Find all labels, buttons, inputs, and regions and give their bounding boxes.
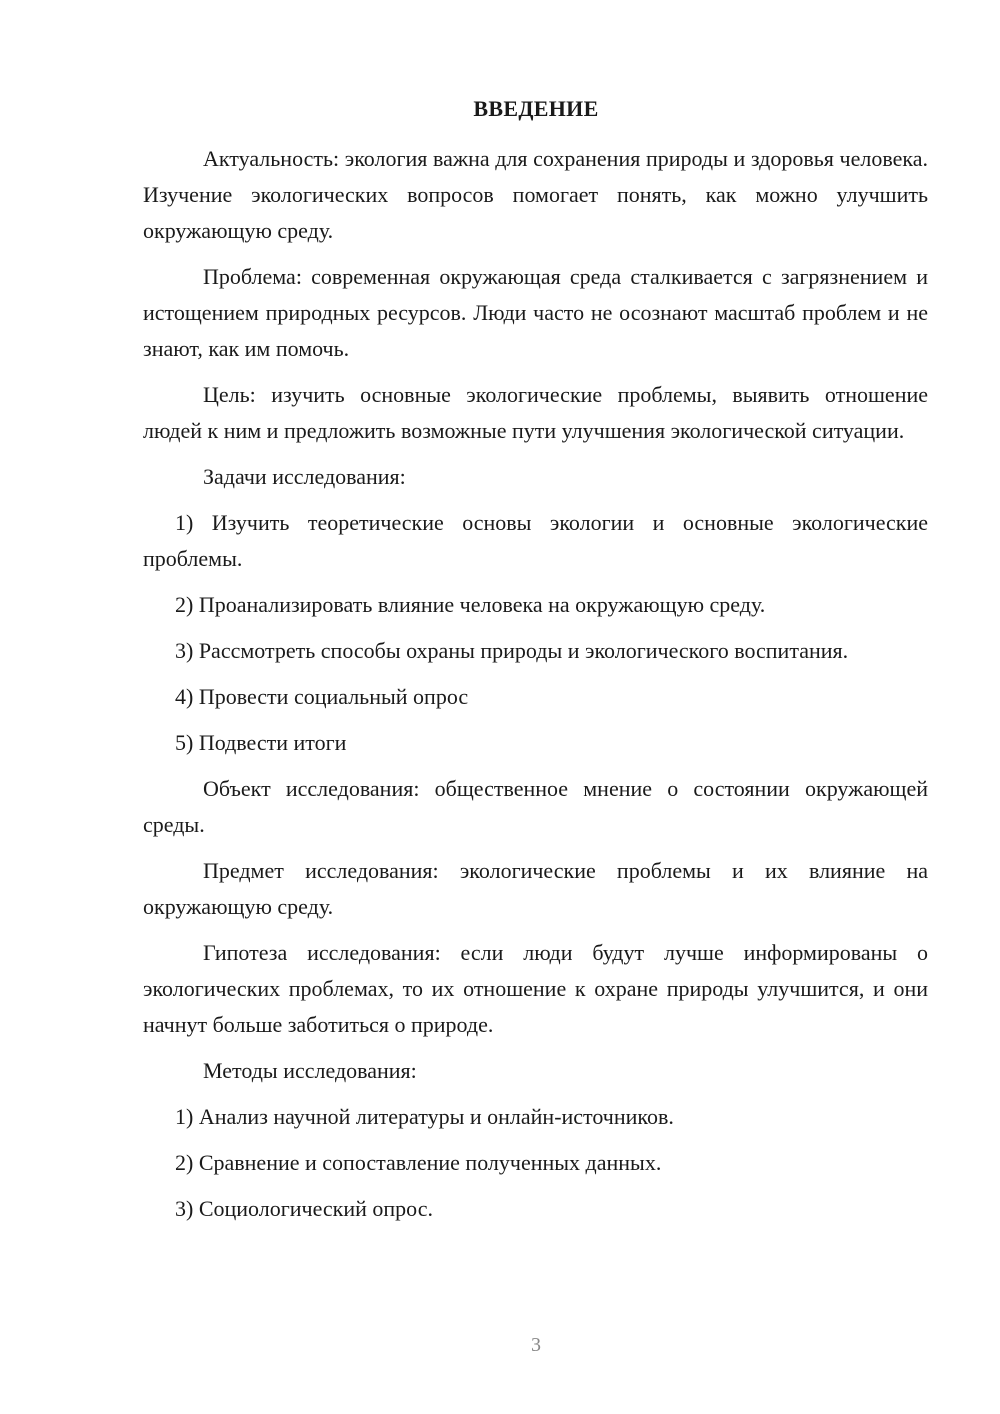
method-item: 3) Социологический опрос. (175, 1196, 433, 1221)
task-item: 4) Провести социальный опрос (175, 684, 469, 709)
paragraph-subject: Предмет исследования: экологические проблемы и их влияние на окружающую среду. (143, 858, 928, 919)
paragraph-goal: Цель: изучить основные экологические проблемы, выявить отношение людей к ним и предложить возможные пути улучшения экологической ситуации. (143, 382, 928, 443)
method-item: 2) Сравнение и сопоставление полученных данных. (175, 1150, 662, 1175)
document-body (143, 141, 928, 1237)
paragraph-relevance: Актуальность: экология важна для сохранения природы и здоровья человека. Изучение экологических вопросов помогает понять, как можно улучшить окружающую среду. (143, 146, 928, 243)
methods-heading: Методы исследования: (203, 1058, 417, 1083)
task-item: 5) Подвести итоги (175, 730, 347, 755)
task-item: 1) Изучить теоретические основы экологии и основные экологические проблемы. (143, 510, 928, 571)
paragraph-hypothesis: Гипотеза исследования: если люди будут лучше информированы о экологических проблемах, то их отношение к охране природы улучшится, и они начнут больше заботиться о природе. (143, 940, 928, 1037)
paragraph-problem: Проблема: современная окружающая среда сталкивается с загрязнением и истощением природных ресурсов. Люди часто не осознают масштаб проблем и не знают, как им помочь. (143, 264, 928, 361)
page-number: 3 (531, 1334, 541, 1356)
page-title: ВВЕДЕНИЕ (473, 96, 599, 121)
method-item: 1) Анализ научной литературы и онлайн-источников. (175, 1104, 674, 1129)
task-item: 2) Проанализировать влияние человека на окружающую среду. (175, 592, 766, 617)
tasks-heading: Задачи исследования: (203, 464, 406, 489)
task-item: 3) Рассмотреть способы охраны природы и экологического воспитания. (175, 638, 849, 663)
paragraph-object: Объект исследования: общественное мнение о состоянии окружающей среды. (143, 776, 928, 837)
